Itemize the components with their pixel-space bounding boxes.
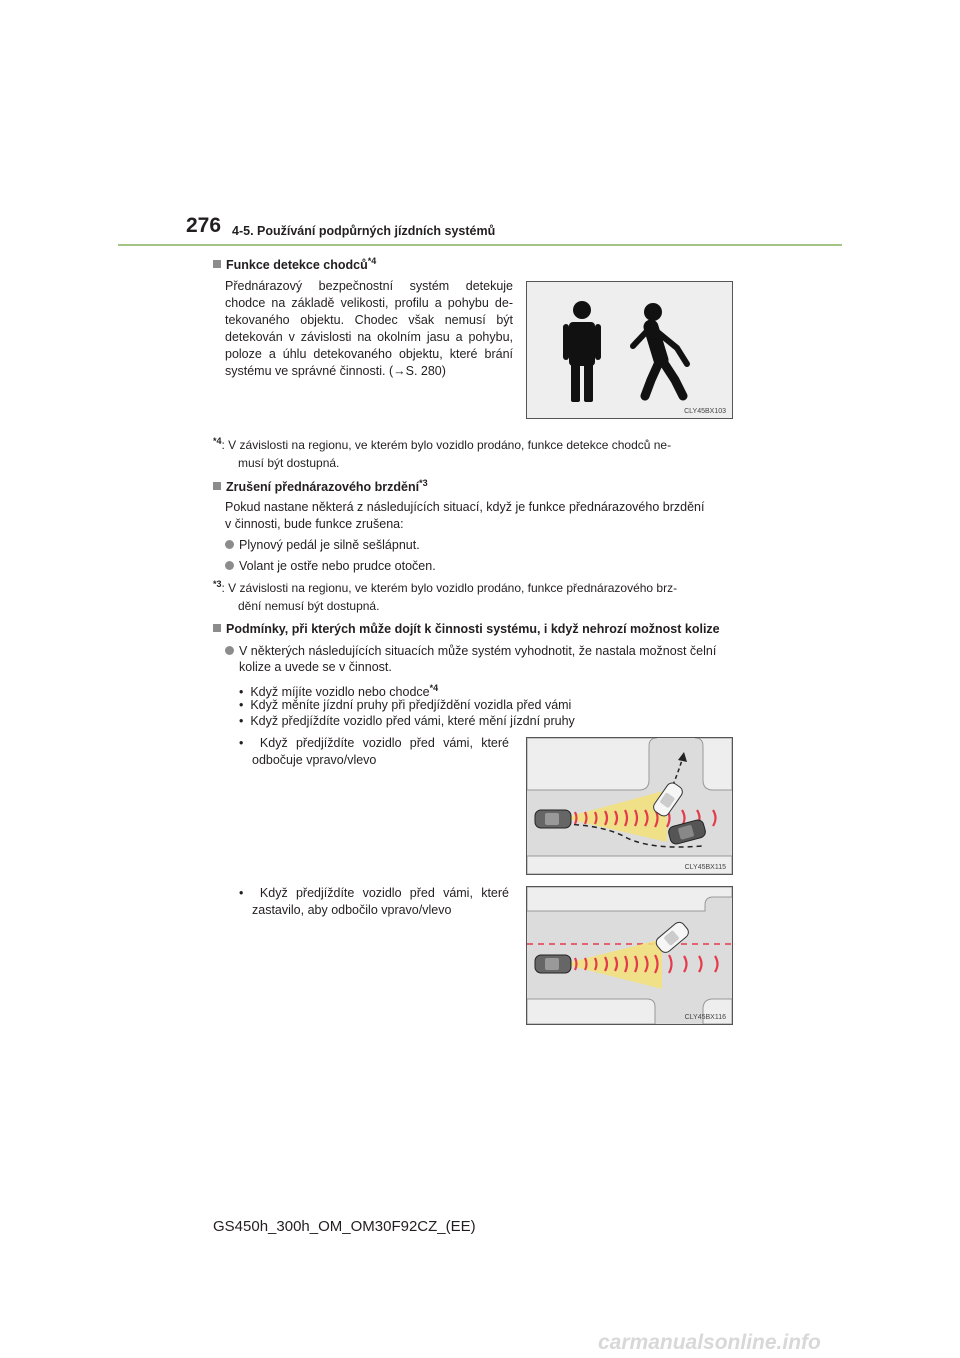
- page-number: 276: [186, 214, 222, 237]
- dot-marker: •: [239, 685, 244, 700]
- cancel-bullet-1: Plynový pedál je silně sešlápnut.: [225, 537, 420, 554]
- conditions-bullet: V některých následujících situacích může systém vyhodnotit, že nastala možnost čelní: [225, 643, 716, 660]
- square-bullet-icon: [213, 260, 221, 268]
- figure-code: CLY45BX115: [684, 864, 726, 871]
- footnote-3: $^{*3}$: V závislosti na regionu, ve kterém bylo vozidlo prodáno, funkce přednárazového brz-: [213, 579, 678, 595]
- condition-item-5: • Když předjíždíte vozidlo před vámi, které zastavilo, aby odbočilo vpravo/vlevo: [239, 886, 509, 917]
- own-car-icon: [535, 810, 571, 828]
- circle-bullet-icon: [225, 646, 234, 655]
- condition-item-2: • Když měníte jízdní pruhy při předjíždění vozidla před vámi: [239, 698, 572, 712]
- conditions-bullet-cont: kolize a uvede se v činnost.: [239, 660, 392, 674]
- condition-item-4: • Když předjíždíte vozidlo před vámi, které odbočuje vpravo/vlevo: [239, 736, 509, 767]
- dot-marker: •: [239, 736, 244, 750]
- pedestrian-figure: [526, 281, 733, 419]
- footnote-3-cont: dění nemusí být dostupná.: [238, 599, 380, 613]
- header-rule: [118, 244, 842, 246]
- circle-bullet-icon: [225, 540, 234, 549]
- footnote-mark: *4: [367, 256, 377, 266]
- dot-marker: •: [239, 698, 244, 712]
- square-bullet-icon: [213, 624, 221, 632]
- pedestrian-illustration: [527, 282, 732, 418]
- own-car-icon: [535, 955, 571, 973]
- section-title: 4-5. Používání podpůrných jízdních systémů: [232, 224, 496, 238]
- footnote-4-cont: musí být dostupná.: [238, 456, 340, 470]
- cancel-text-line1: Pokud nastane některá z následujících situací, když je funkce přednárazového brzdění: [225, 500, 705, 514]
- footnote-4: $^{*4}$: V závislosti na regionu, ve kterém bylo vozidlo prodáno, funkce detekce chodců ne-: [213, 436, 672, 452]
- walking-person-icon: [633, 303, 687, 396]
- turning-vehicle-illustration: [527, 738, 732, 874]
- figure-code: CLY45BX116: [684, 1014, 726, 1021]
- footnote-mark: *3: [419, 478, 428, 488]
- standing-person-icon: [563, 301, 601, 402]
- figure-stopped-vehicle: [526, 886, 733, 1025]
- dot-marker: •: [239, 886, 244, 900]
- figure-code: CLY45BX103: [684, 408, 726, 415]
- cancel-heading: Zrušení přednárazového brzdění$^{*3}$: [213, 478, 428, 494]
- condition-item-3: • Když předjíždíte vozidlo před vámi, které mění jízdní pruhy: [239, 714, 575, 728]
- square-bullet-icon: [213, 482, 221, 490]
- circle-bullet-icon: [225, 561, 234, 570]
- model-code: GS450h_300h_OM_OM30F92CZ_(EE): [213, 1218, 476, 1235]
- pedestrian-heading: Funkce detekce chodců$^{*4}$: [213, 256, 376, 272]
- watermark: carmanualsonline.info: [598, 1331, 821, 1354]
- cancel-text-line2: v činnosti, bude funkce zrušena:: [225, 517, 404, 531]
- cancel-bullet-2: Volant je ostře nebo prudce otočen.: [225, 558, 436, 575]
- dot-marker: •: [239, 714, 244, 728]
- condition-item-1: • Když míjíte vozidlo nebo chodce$^{*4}$: [239, 683, 439, 700]
- figure-turning-vehicle: [526, 737, 733, 875]
- stopped-vehicle-illustration: [527, 887, 732, 1024]
- conditions-heading: Podmínky, při kterých může dojít k činnosti systému, i když nehrozí možnost kolize: [213, 622, 720, 636]
- pedestrian-text: Přednárazový bezpečnostní systém detekuje chodce na základě velikosti, profilu a pohybu de- tekovaného objektu. Chodec však nemusí být detekován v závislosti na okolním jasu a pohybu, poloze a úhlu detekovaného objektu, které brání systému ve správné činnosti. (→S. 280): [225, 279, 513, 378]
